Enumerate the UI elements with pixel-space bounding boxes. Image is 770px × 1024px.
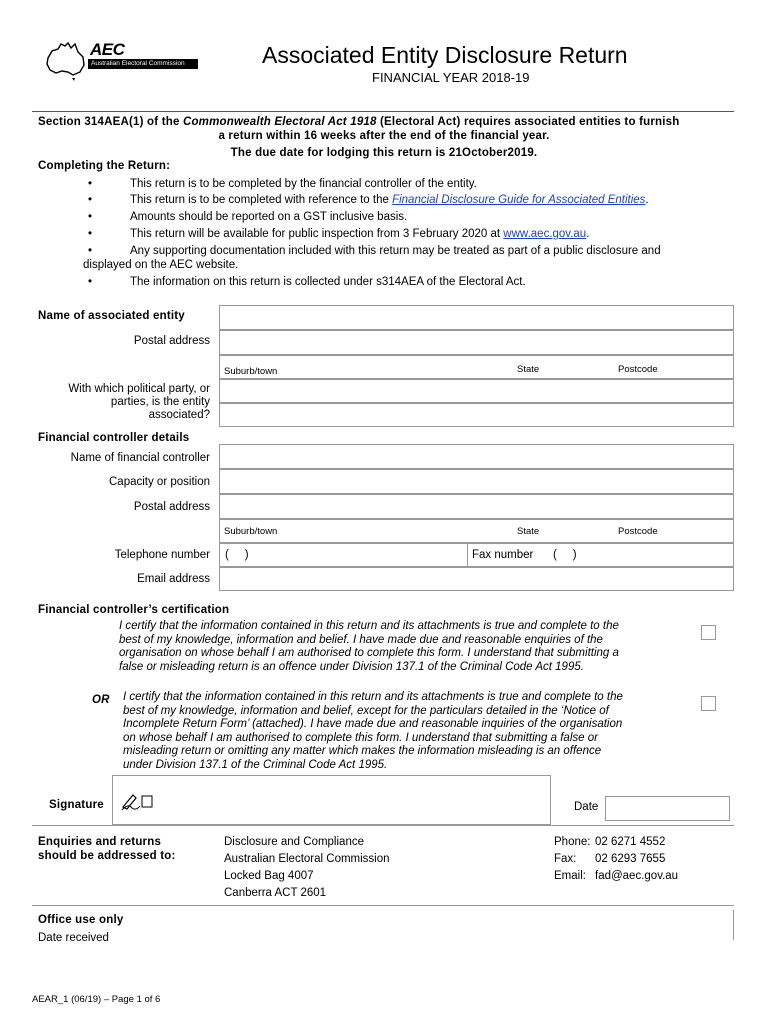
email-contact-value[interactable]: fad@aec.gov.au	[595, 870, 679, 882]
entity-suburb-label: Suburb/town	[224, 366, 278, 377]
address-line-2: Australian Electoral Commission	[224, 853, 390, 865]
certification-2: I certify that the information contained in this return and its attachments is true and complete to the best of my knowledge, information and belief, except for the particulars detailed in the ‘Notice of Incomplete Return Form’ (attached). I have made due and reasonable inquiries of the organisation on whose behalf I am authorised to complete this form. I understand that submitting a false or misleading return or omitting any matter which makes the information misleading is an offence under Division 137.1 of the Criminal Code Act 1995.	[123, 691, 623, 771]
bullet-5: •	[88, 245, 93, 257]
disclosure-guide-link[interactable]: Financial Disclosure Guide for Associated Entities	[392, 194, 646, 206]
act-name: Commonwealth Electoral Act 1918	[182, 116, 377, 128]
email-input[interactable]	[219, 567, 734, 591]
telephone-label: Telephone number	[114, 549, 210, 561]
party-input-1[interactable]	[219, 379, 734, 403]
signature-field[interactable]	[112, 775, 551, 825]
certification-2-checkbox[interactable]	[701, 696, 716, 711]
entity-name-input[interactable]	[219, 305, 734, 330]
controller-postcode-label: Postcode	[618, 526, 658, 537]
office-use-heading: Office use only	[38, 914, 124, 926]
phone-value: 02 6271 4552	[595, 836, 666, 848]
bullet-2: •	[88, 194, 93, 206]
header-divider	[32, 111, 734, 112]
certification-heading: Financial controller’s certification	[38, 604, 230, 616]
entity-postal-label: Postal address	[133, 335, 210, 347]
fax-input[interactable]	[468, 543, 734, 567]
bullet-3: •	[88, 211, 93, 223]
page-title: Associated Entity Disclosure Return	[262, 42, 628, 68]
entity-state-label: State	[517, 364, 540, 375]
intro-line-1: Section 314AEA(1) of the Commonwealth Electoral Act 1918 (Electoral Act) requires associated entities to furnish	[38, 116, 680, 128]
date-label: Date	[574, 801, 599, 813]
signature-label: Signature	[49, 799, 104, 811]
bullet-text-6: The information on this return is collected under s314AEA of the Electoral Act.	[130, 276, 526, 288]
controller-postal-label: Postal address	[133, 501, 210, 513]
entity-name-label: Name of associated entity	[38, 310, 185, 322]
capacity-label: Capacity or position	[109, 476, 210, 488]
aec-website-link[interactable]: www.aec.gov.au	[503, 228, 587, 240]
enquiries-label-2: should be addressed to:	[38, 850, 176, 862]
controller-state-label: State	[517, 526, 540, 537]
controller-name-input[interactable]	[219, 444, 734, 469]
financial-year: FINANCIAL YEAR 2018-19	[372, 70, 530, 85]
australia-map-icon	[42, 40, 88, 82]
phone-label: Phone:	[554, 836, 591, 848]
capacity-input[interactable]	[219, 469, 734, 494]
office-date-received: Date received	[38, 932, 109, 941]
entity-postcode-label: Postcode	[618, 364, 658, 375]
party-label-3: associated?	[148, 409, 210, 421]
fax-contact-value: 02 6293 7655	[595, 853, 666, 865]
aec-logo-subtitle: Australian Electoral Commission	[88, 59, 198, 69]
bullet-text-3: Amounts should be reported on a GST inclusive basis.	[130, 211, 408, 223]
controller-heading: Financial controller details	[38, 432, 190, 444]
party-label-1: With which political party, or	[68, 383, 210, 395]
certification-1: I certify that the information contained in this return and its attachments is true and complete to the best of my knowledge, information and belief. I have made due and reasonable enquiries of the organisation on whose behalf I am authorised to complete this form. I understand that submitting a false or misleading return is an offence under Division 137.1 of the Criminal Code Act 1995.	[119, 620, 619, 673]
email-contact-label: Email:	[554, 870, 586, 882]
completing-heading: Completing the Return:	[38, 160, 171, 172]
enquiries-divider	[32, 825, 734, 826]
controller-name-label: Name of financial controller	[70, 452, 210, 464]
email-label: Email address	[137, 573, 210, 585]
bullet-text-5: Any supporting documentation included with this return may be treated as part of a public disclosure and	[130, 245, 661, 257]
controller-suburb-label: Suburb/town	[224, 526, 278, 537]
bullet-text-5-cont: displayed on the AEC website.	[83, 259, 239, 271]
signature-pen-icon	[120, 789, 156, 811]
footer-page-info: AEAR_1 (06/19) – Page 1 of 6	[32, 994, 161, 1005]
address-line-4: Canberra ACT 2601	[224, 887, 327, 899]
entity-postal-input[interactable]	[219, 330, 734, 355]
intro-due-date: The due date for lodging this return is 21October2019.	[230, 147, 538, 159]
bullet-4: •	[88, 228, 93, 240]
aec-logo-text: AEC	[90, 40, 125, 59]
fax-label: Fax number	[472, 549, 534, 561]
telephone-input[interactable]	[219, 543, 468, 567]
bullet-1: •	[88, 178, 93, 190]
office-box-edge	[733, 910, 734, 940]
bullet-6: •	[88, 276, 93, 288]
bullet-text-2: This return is to be completed with reference to the Financial Disclosure Guide for Associated Entities.	[130, 194, 649, 206]
controller-postal-input[interactable]	[219, 494, 734, 519]
fax-value: ( )	[553, 549, 577, 561]
bullet-text-4: This return will be available for public inspection from 3 February 2020 at www.aec.gov.au.	[130, 228, 590, 240]
enquiries-label-1: Enquiries and returns	[38, 836, 162, 848]
certification-1-checkbox[interactable]	[701, 625, 716, 640]
address-line-3: Locked Bag 4007	[224, 870, 314, 882]
office-divider	[32, 905, 734, 906]
party-label-2: parties, is the entity	[110, 396, 210, 408]
or-label: OR	[92, 694, 110, 706]
bullet-text-1: This return is to be completed by the financial controller of the entity.	[130, 178, 477, 190]
address-line-1: Disclosure and Compliance	[224, 836, 364, 848]
fax-contact-label: Fax:	[554, 853, 577, 865]
intro-line-2: a return within 16 weeks after the end of the financial year.	[218, 130, 550, 142]
party-input-2[interactable]	[219, 403, 734, 427]
telephone-value: ( )	[225, 549, 249, 561]
date-input[interactable]	[605, 796, 730, 821]
